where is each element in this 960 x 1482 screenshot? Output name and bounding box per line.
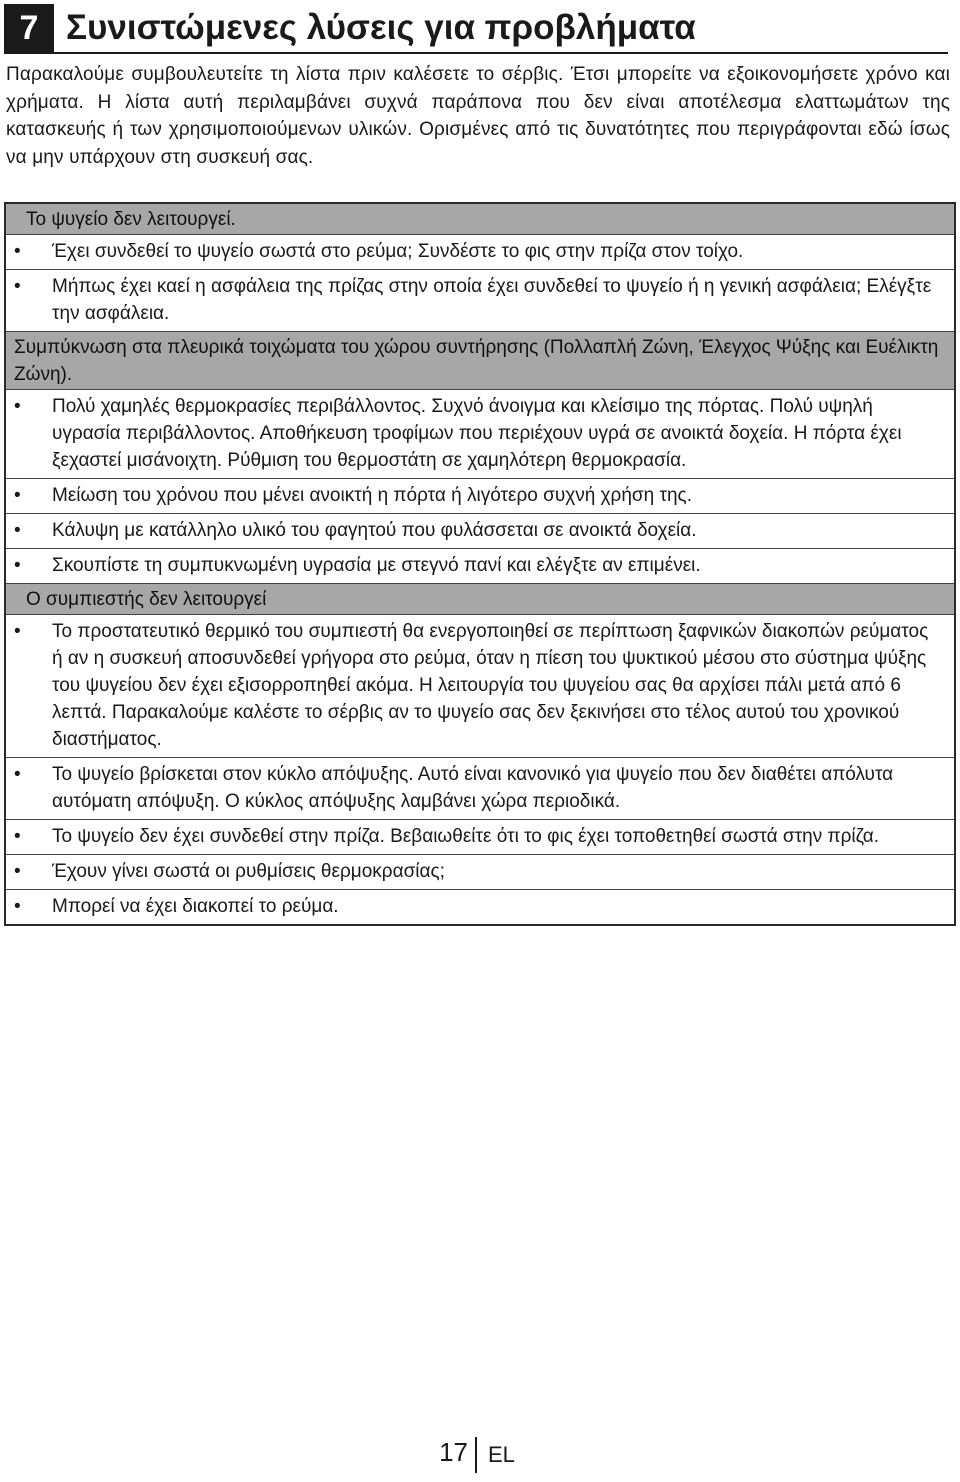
- list-item: [6, 855, 954, 890]
- list-item-text: Μπορεί να έχει διακοπεί το ρεύμα.: [52, 896, 339, 917]
- bullet-icon: •: [14, 485, 21, 506]
- list-item-text: Μήπως έχει καεί η ασφάλεια της πρίζας στην οποία έχει συνδεθεί το ψυγείο ή η γενική ασφάλεια; Ελέγξτε την ασφάλεια.: [52, 276, 932, 324]
- list-item-text: Το ψυγείο βρίσκεται στον κύκλο απόψυξης. Αυτό είναι κανονικό για ψυγείο που δεν διαθέτει απόλυτα αυτόματη απόψυξη. Ο κύκλος απόψυξης λαμβάνει χώρα περιοδικά.: [52, 764, 894, 812]
- intro-paragraph: Παρακαλούμε συμβουλευτείτε τη λίστα πριν καλέσετε το σέρβις. Έτσι μπορείτε να εξοικονομήσετε χρόνο και χρήματα. Η λίστα αυτή περιλαμβάνει συχνά παράπονα που δεν είναι αποτέλεσμα ελαττωμάτων της κατασκευής ή των χρησιμοποιούμενων υλικών. Ορισμένες από τις δυνατότητες που περιγράφονται εδώ ίσως να μην υπάρχουν στη συσκευή σας.: [6, 64, 950, 168]
- list-item-text: Έχουν γίνει σωστά οι ρυθμίσεις θερμοκρασίας;: [52, 861, 445, 882]
- list-item: [6, 479, 954, 514]
- language-code: EL: [488, 1442, 515, 1467]
- list-item-text: Έχει συνδεθεί το ψυγείο σωστά στο ρεύμα; Συνδέστε το φις στην πρίζα στον τοίχο.: [52, 241, 744, 262]
- bullet-icon: •: [14, 861, 21, 882]
- footer-divider: [475, 1437, 477, 1473]
- bullet-icon: •: [14, 896, 21, 917]
- bullet-icon: •: [14, 826, 21, 847]
- chapter-number: 7: [4, 4, 54, 52]
- bullet-icon: •: [14, 764, 21, 785]
- list-item-text: Μείωση του χρόνου που μένει ανοικτή η πόρτα ή λιγότερο συχνή χρήση της.: [52, 485, 692, 506]
- list-item: [6, 758, 954, 820]
- list-item: [6, 390, 954, 479]
- bullet-icon: •: [14, 241, 21, 262]
- list-item-text: Πολύ χαμηλές θερμοκρασίες περιβάλλοντος. Συχνό άνοιγμα και κλείσιμο της πόρτας. Πολύ υψηλή υγρασία περιβάλλοντος. Αποθήκευση τροφίμων που περιέχουν υγρά σε ανοικτά δοχεία. Η πόρτα έχει ξεχαστεί μισάνοιχτη. Ρύθμιση του θερμοστάτη σε χαμηλότερη θερμοκρασία.: [52, 396, 902, 471]
- page-number: 17: [439, 1437, 468, 1467]
- list-item-text: Το προστατευτικό θερμικό του συμπιεστή θα ενεργοποιηθεί σε περίπτωση ξαφνικών διακοπών ρεύματος ή αν η συσκευή αποσυνδεθεί γρήγορα στο ρεύμα, όταν η πίεση του ψυκτικού μέσου στο σύστημα ψύξης του ψυγείου δεν έχει εξισορροπηθεί ακόμα. Η λειτουργία του ψυγείου σας θα αρχίσει πάλι μετά από 6 λεπτά. Παρακαλούμε καλέστε το σέρβις αν το ψυγείο σας δεν ξεκινήσει στο τέλος αυτού του χρονικού διαστήματος.: [52, 621, 929, 750]
- page-footer: [0, 1433, 960, 1473]
- chapter-header: [4, 4, 948, 54]
- bullet-icon: •: [14, 520, 21, 541]
- list-item: [6, 514, 954, 549]
- list-item-text: Σκουπίστε τη συμπυκνωμένη υγρασία με στεγνό πανί και ελέγξτε αν επιμένει.: [52, 555, 701, 576]
- bullet-icon: •: [14, 555, 21, 576]
- list-item: [6, 235, 954, 270]
- bullet-icon: •: [14, 396, 21, 417]
- list-item: [6, 890, 954, 924]
- chapter-title: Συνιστώμενες λύσεις για προβλήματα: [66, 8, 696, 47]
- section-heading: Ο συμπιεστής δεν λειτουργεί: [6, 584, 954, 615]
- bullet-icon: •: [14, 621, 21, 642]
- section-heading: Το ψυγείο δεν λειτουργεί.: [6, 204, 954, 235]
- section-heading: Συμπύκνωση στα πλευρικά τοιχώματα του χώρου συντήρησης (Πολλαπλή Ζώνη, Έλεγχος Ψύξης και Ευέλικτη Ζώνη).: [6, 332, 954, 390]
- list-item: [6, 615, 954, 758]
- troubleshooting-table: [4, 202, 956, 926]
- bullet-icon: •: [14, 276, 21, 297]
- list-item: [6, 549, 954, 584]
- list-item: [6, 270, 954, 332]
- list-item-text: Το ψυγείο δεν έχει συνδεθεί στην πρίζα. Βεβαιωθείτε ότι το φις έχει τοποθετηθεί σωστά στην πρίζα.: [52, 826, 880, 847]
- list-item-text: Κάλυψη με κατάλληλο υλικό του φαγητού που φυλάσσεται σε ανοικτά δοχεία.: [52, 520, 697, 541]
- list-item: [6, 820, 954, 855]
